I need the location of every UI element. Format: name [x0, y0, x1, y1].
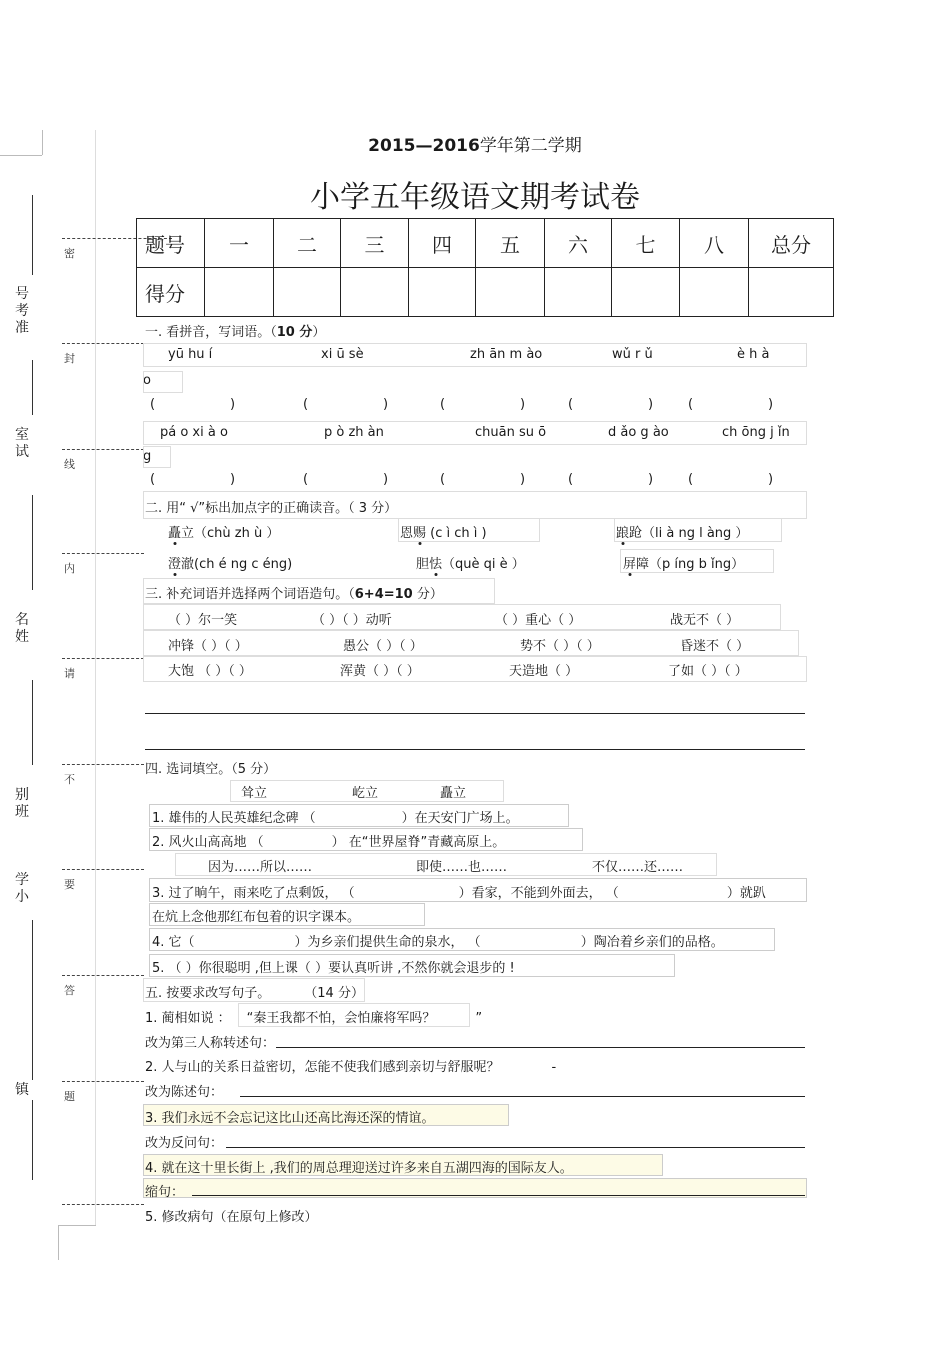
score-input-cell[interactable] [205, 268, 274, 317]
answer-bracket-close: ) [648, 472, 654, 487]
margin-exam-number: 号考准 [15, 286, 29, 336]
score-table-header-row [137, 219, 834, 268]
rewrite-answer-line[interactable] [276, 1047, 805, 1048]
answer-bracket-close: ) [768, 397, 774, 412]
answer-bracket-close: ) [768, 472, 774, 487]
rewrite-question: 4. 就在这十里长街上 ,我们的周总理迎送过许多来自五湖四海的国际友人。 [145, 1161, 573, 1176]
corner-mark-bottom [58, 1225, 96, 1226]
score-cell-header: 一 [205, 219, 274, 268]
margin-line-2 [32, 360, 33, 415]
answer-bracket-open[interactable]: ( [150, 397, 156, 412]
score-input-cell[interactable] [545, 268, 612, 317]
section4-title: 四. 选词填空。（5 分） [145, 762, 277, 777]
score-input-cell[interactable] [680, 268, 749, 317]
rewrite-question-box [238, 1003, 470, 1027]
score-cell-header: 三 [341, 219, 409, 268]
idiom-item[interactable]: 浑黄（ ）（ ） [340, 664, 420, 679]
score-input-cell[interactable] [612, 268, 680, 317]
section3-title: 三. 补充词语并选择两个词语造句。（6+4=10 分） [145, 587, 443, 602]
word-choice: 即使……也…… [416, 860, 508, 875]
answer-bracket-open[interactable]: ( [568, 397, 574, 412]
pinyin-item: g [143, 449, 152, 464]
pinyin-item: o [143, 373, 151, 388]
margin-name: 名姓 [15, 612, 29, 645]
rewrite-answer-line[interactable] [240, 1096, 805, 1097]
answer-bracket-open[interactable]: ( [303, 397, 309, 412]
pinyin-item: zh ān m ào [470, 347, 543, 362]
pinyin-item: p ò zh àn [324, 425, 384, 440]
margin-line-3 [32, 495, 33, 590]
fill-question[interactable]: 2. 风火山高高地 （ ） 在“世界屋脊”青藏高原上。 [152, 835, 506, 850]
section5-title: 五. 按要求改写句子。 （14 分） [145, 986, 364, 1001]
fold-word-ti: 题 [64, 1090, 75, 1103]
idiom-item[interactable]: 昏迷不（ ） [680, 639, 750, 654]
corner-mark-bottom-v [58, 1225, 59, 1260]
fill-question[interactable]: 1. 雄伟的人民英雄纪念碑 （ ）在天安门广场上。 [152, 811, 519, 826]
score-cell-header: 四 [409, 219, 476, 268]
margin-school: 学小 [15, 872, 29, 905]
score-input-cell[interactable] [749, 268, 834, 317]
reading-item-box [620, 549, 774, 573]
fold-word-xian: 线 [64, 458, 75, 471]
rewrite-question: 5. 修改病句（在原句上修改） [145, 1210, 318, 1225]
reading-item[interactable]: 屏障（p íng b ǐng） [623, 557, 745, 572]
dotted-char: 踉 [616, 526, 630, 541]
margin-line-5 [32, 920, 33, 1080]
fold-word-da: 答 [64, 984, 75, 997]
rewrite-task: 改为陈述句： [145, 1085, 224, 1100]
word-choice: 耸立 [241, 786, 268, 801]
idiom-item[interactable]: 战无不（ ） [670, 613, 740, 628]
reading-item[interactable]: 澄澈(ch é ng c éng) [168, 557, 293, 572]
pinyin-item: yū hu í [168, 347, 213, 362]
idiom-item[interactable]: （ ）（ ）动听 [312, 613, 392, 628]
answer-bracket-open[interactable]: ( [303, 472, 309, 487]
rewrite-task: 改为反问句： [145, 1136, 224, 1151]
pinyin-item: pá o xi à o [160, 425, 228, 440]
reading-item-box [398, 518, 540, 542]
score-input-cell[interactable] [274, 268, 341, 317]
pinyin-item: è h à [737, 347, 770, 362]
idiom-item[interactable]: （ ）重心（ ） [495, 613, 582, 628]
score-cell-label: 得分 [137, 268, 205, 317]
answer-bracket-open[interactable]: ( [568, 472, 574, 487]
fold-word-nei: 内 [64, 562, 75, 575]
pinyin-item: ch ōng j ǐn [722, 425, 790, 440]
idiom-item[interactable]: 了如（ ）（ ） [668, 664, 748, 679]
binding-line [95, 130, 96, 1225]
margin-class: 别班 [15, 787, 29, 820]
answer-bracket-close: ) [230, 472, 236, 487]
pinyin-item: chuān su ō [475, 425, 547, 440]
rewrite-question: 1. 蔺相如说 ： “秦王我都不怕，会怕廉将军吗？ ” [145, 1011, 483, 1026]
pinyin-wrap-box [143, 446, 171, 468]
fold-dash-9 [62, 1081, 144, 1082]
answer-bracket-open[interactable]: ( [440, 472, 446, 487]
fill-question[interactable]: 3. 过了晌午，雨来吃了点剩饭， （ ）看家，不能到外面去， （ ）就趴 [152, 886, 766, 901]
fold-dash-8 [62, 975, 144, 976]
answer-bracket-open[interactable]: ( [150, 472, 156, 487]
fold-dash-6 [62, 764, 144, 765]
pinyin-item: wǔ r ǔ [612, 347, 653, 362]
reading-item[interactable]: 胆怯（què qi è ） [416, 557, 525, 572]
score-input-cell[interactable] [341, 268, 409, 317]
pinyin-item: d ǎo g ào [608, 425, 669, 440]
word-choice: 不仅……还…… [592, 860, 684, 875]
margin-line-4 [32, 680, 33, 765]
idiom-item[interactable]: 天造地（ ） [509, 664, 579, 679]
fold-dash-4 [62, 553, 144, 554]
rewrite-question: 2. 人与山的关系日益密切，怎能不使我们感到亲切与舒服呢？ - [145, 1060, 557, 1075]
section2-title: 二. 用“ √”标出加点字的正确读音。（ 3 分） [145, 501, 398, 516]
margin-exam-room: 室试 [15, 427, 29, 460]
answer-bracket-close: ) [383, 397, 389, 412]
answer-bracket-close: ) [648, 397, 654, 412]
fold-word-feng: 封 [64, 352, 75, 365]
exam-title: 小学五年级语文期考试卷 [310, 180, 640, 215]
sentence-answer-line[interactable] [145, 713, 805, 714]
fold-dash-7 [62, 869, 144, 870]
fold-word-mi: 密 [64, 247, 75, 260]
margin-town: 镇 [15, 1082, 29, 1098]
word-choice: 矗立 [440, 786, 467, 801]
dotted-char: 赐 [413, 526, 427, 541]
dotted-char: 怯 [429, 557, 443, 572]
rewrite-answer-line[interactable] [226, 1147, 805, 1148]
reading-item[interactable]: 矗立（chù zh ù ） [168, 526, 280, 541]
sentence-answer-line[interactable] [145, 749, 805, 750]
idiom-item[interactable]: （ ）尔一笑 [168, 613, 238, 628]
score-cell-header: 五 [476, 219, 545, 268]
score-cell-header: 二 [274, 219, 341, 268]
exam-subtitle: 2015—2016学年第二学期 [368, 136, 582, 156]
reading-item[interactable]: 恩赐 (c ì ch ì ) [400, 526, 487, 541]
score-cell-header: 八 [680, 219, 749, 268]
answer-bracket-open[interactable]: ( [688, 472, 694, 487]
dotted-char: 矗 [168, 526, 182, 541]
score-cell-header: 六 [545, 219, 612, 268]
margin-line-6 [32, 1100, 33, 1180]
fold-dash-10 [62, 1204, 144, 1205]
fold-word-yao: 要 [64, 878, 75, 891]
reading-item[interactable]: 踉跄（li à ng l àng ） [616, 526, 749, 541]
rewrite-task: 缩句： [145, 1185, 185, 1200]
score-cell-label: 题号 [137, 219, 205, 268]
score-input-cell[interactable] [476, 268, 545, 317]
score-cell-header: 总分 [749, 219, 834, 268]
answer-bracket-close: ) [383, 472, 389, 487]
score-table [136, 218, 834, 317]
dotted-char: 屏 [623, 557, 637, 572]
score-input-cell[interactable] [409, 268, 476, 317]
idiom-item[interactable]: 愚公（ ）（ ） [343, 639, 423, 654]
dotted-char: 澄 [168, 557, 182, 572]
fold-word-bu: 不 [64, 773, 75, 786]
fill-question[interactable]: 4. 它（ ）为乡亲们提供生命的泉水， （ ）陶冶着乡亲们的品格。 [152, 935, 724, 950]
answer-bracket-close: ) [230, 397, 236, 412]
fold-word-qing: 请 [64, 667, 75, 680]
answer-bracket-close: ) [520, 472, 526, 487]
word-choice: 屹立 [352, 786, 379, 801]
fold-dash-2 [62, 343, 144, 344]
answer-bracket-open[interactable]: ( [688, 397, 694, 412]
section1-title: 一. 看拼音，写词语。（10 分） [145, 325, 326, 340]
idiom-item[interactable]: 势不（ ）（ ） [520, 639, 600, 654]
fold-dash-5 [62, 658, 144, 659]
score-cell-header: 七 [612, 219, 680, 268]
fill-question[interactable]: 5. （ ）你很聪明 ,但上课（ ）要认真听讲 ,不然你就会退步的 ! [152, 961, 515, 976]
fold-dash-3 [62, 449, 144, 450]
answer-bracket-close: ) [520, 397, 526, 412]
reading-item-box [614, 518, 782, 542]
rewrite-answer-line[interactable] [192, 1195, 805, 1196]
idiom-item[interactable]: 冲锋（ ）（ ） [168, 639, 248, 654]
word-choice: 因为……所以…… [208, 860, 313, 875]
rewrite-question: 3. 我们永远不会忘记这比山还高比海还深的情谊。 [145, 1111, 435, 1126]
fill-question-cont: 在炕上念他那红布包着的识字课本。 [152, 910, 361, 925]
score-table-score-row [137, 268, 834, 317]
rewrite-task: 改为第三人称转述句： [145, 1036, 276, 1051]
answer-bracket-open[interactable]: ( [440, 397, 446, 412]
pinyin-wrap-box [143, 371, 183, 393]
pinyin-item: xi ū sè [321, 347, 364, 362]
idiom-item[interactable]: 大饱 （ ）（ ） [168, 664, 252, 679]
